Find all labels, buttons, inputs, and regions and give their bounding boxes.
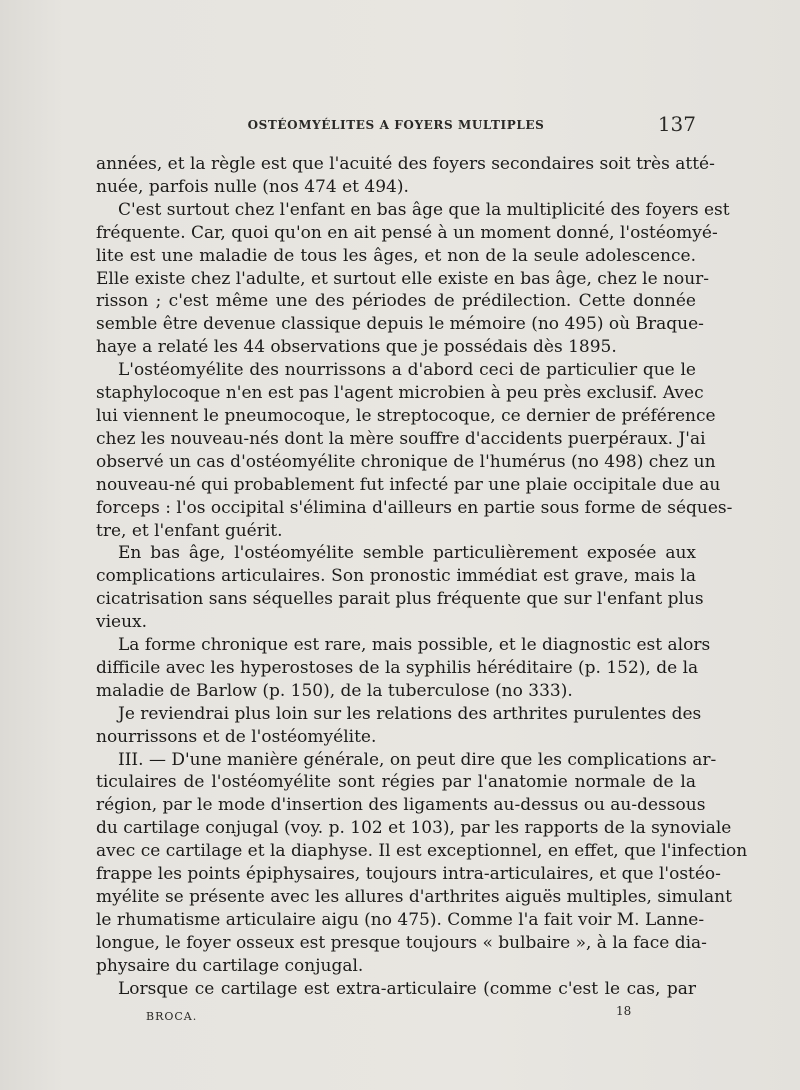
text-line: Je reviendrai plus loin sur les relations des arthrites purulentes des	[118, 703, 702, 724]
signature-line: BROCA.	[146, 1010, 198, 1023]
text-line: L'ostéomyélite des nourrissons a d'abord ceci de particulier que le	[118, 360, 696, 381]
text-line: nuée, parfois nulle (nos 474 et 494).	[96, 176, 409, 197]
text-line: longue, le foyer osseux est presque toujours « bulbaire », à la face dia-	[96, 932, 707, 953]
text-line: avec ce cartilage et la diaphyse. Il est exceptionnel, en effet, que l'infection	[96, 841, 748, 862]
text-line: lui viennent le pneumocoque, le streptocoque, ce dernier de préférence	[96, 405, 716, 426]
body-text	[96, 153, 748, 1001]
text-line: lite est une maladie de tous les âges, et non de la seule adolescence.	[96, 245, 696, 266]
text-line: ticulaires de l'ostéomyélite sont régies par l'anatomie normale de la	[96, 772, 696, 793]
text-line: fréquente. Car, quoi qu'on en ait pensé à un moment donné, l'ostéomyé-	[96, 222, 718, 243]
text-line: années, et la règle est que l'acuité des foyers secondaires soit très atté-	[96, 154, 715, 174]
text-line: semble être devenue classique depuis le mémoire (no 495) où Braque-	[96, 314, 704, 335]
text-line: physaire du cartilage conjugal.	[96, 955, 364, 976]
text-line: myélite se présente avec les allures d'arthrites aiguës multiples, simulant	[96, 887, 732, 907]
text-line: La forme chronique est rare, mais possible, et le diagnostic est alors	[118, 635, 711, 656]
text-line: haye a relaté les 44 observations que je possédais dès 1895.	[96, 337, 617, 358]
text-line: maladie de Barlow (p. 150), de la tuberculose (no 333).	[96, 680, 573, 701]
text-line: nourrissons et de l'ostéomyélite.	[96, 726, 377, 747]
text-line: nouveau-né qui probablement fut infecté par une plaie occipitale due au	[96, 474, 721, 495]
text-line: région, par le mode d'insertion des ligaments au-dessus ou au-dessous	[96, 795, 706, 816]
text-line: du cartilage conjugal (voy. p. 102 et 103), par les rapports de la synoviale	[96, 818, 732, 839]
text-line: vieux.	[96, 612, 148, 633]
text-line: forceps : l'os occipital s'élimina d'ailleurs en partie sous forme de séques-	[96, 497, 733, 518]
text-line: tre, et l'enfant guérit.	[96, 520, 283, 541]
text-line: Lorsque ce cartilage est extra-articulaire (comme c'est le cas, par	[118, 978, 696, 999]
text-line: le rhumatisme articulaire aigu (no 475). Comme l'a fait voir M. Lanne-	[96, 909, 705, 930]
page-header	[96, 112, 696, 142]
page-footer	[96, 1004, 696, 1030]
text-line: observé un cas d'ostéomyélite chronique de l'humérus (no 498) chez un	[96, 451, 716, 472]
text-line: risson ; c'est même une des périodes de prédilection. Cette donnée	[96, 291, 696, 312]
text-line: En bas âge, l'ostéomyélite semble particulièrement exposée aux	[118, 543, 696, 564]
text-line: chez les nouveau-nés dont la mère souffre d'accidents puerpéraux. J'ai	[96, 428, 706, 449]
page-number: 137	[657, 112, 696, 136]
signature-mark: 18	[616, 1004, 632, 1018]
text-line: cicatrisation sans séquelles parait plus fréquente que sur l'enfant plus	[96, 589, 704, 610]
text-line: difficile avec les hyperostoses de la syphilis héréditaire (p. 152), de la	[96, 657, 699, 678]
text-line: III. — D'une manière générale, on peut dire que les complications ar-	[118, 749, 717, 770]
text-line: Elle existe chez l'adulte, et surtout elle existe en bas âge, chez le nour-	[96, 268, 710, 289]
running-head: OSTÉOMYÉLITES A FOYERS MULTIPLES	[247, 118, 545, 132]
text-line: C'est surtout chez l'enfant en bas âge que la multiplicité des foyers est	[118, 199, 730, 220]
text-line: frappe les points épiphysaires, toujours intra-articulaires, et que l'ostéo-	[96, 864, 721, 885]
text-line: staphylocoque n'en est pas l'agent microbien à peu près exclusif. Avec	[96, 383, 704, 404]
text-line: complications articulaires. Son pronostic immédiat est grave, mais la	[96, 566, 696, 587]
